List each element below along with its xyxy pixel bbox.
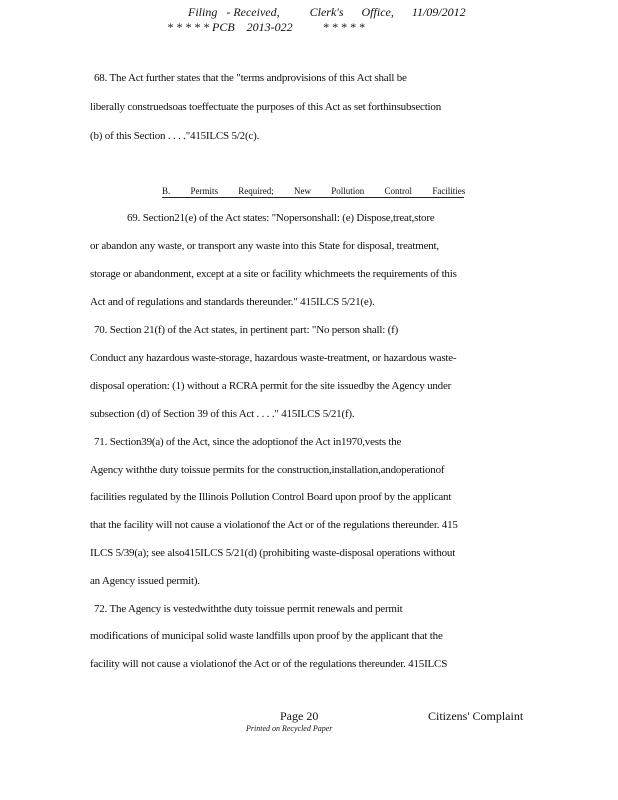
paragraph-72-line1: 72. The Agency is vestedwiththe duty toissue permit renewals and permit (94, 603, 403, 615)
paragraph-69-line4: Act and of regulations and standards thereunder." 415ILCS 5/21(e). (90, 296, 375, 308)
paragraph-71-line3: facilities regulated by the Illinois Pollution Control Board upon proof by the applicant (90, 491, 452, 503)
heading-word-6: Facilities (432, 186, 466, 196)
heading-word-3: New (294, 186, 312, 196)
heading-letter: B. (162, 186, 171, 196)
paragraph-72-line2: modifications of municipal solid waste landfills upon proof by the applicant that the (90, 630, 443, 642)
filing-header-line1: Filing - Received, Clerk's Office, 11/09/2012 (188, 5, 466, 19)
paragraph-71-line5: ILCS 5/39(a); see also415ILCS 5/21(d) (prohibiting waste-disposal operations without (90, 547, 456, 559)
paragraph-71-line1: 71. Section39(a) of the Act, since the adoptionof the Act in1970,vests the (94, 436, 402, 448)
paragraph-68-line1: 68. The Act further states that the "terms andprovisions of this Act shall be (94, 72, 407, 84)
paragraph-70-line3: disposal operation: (1) without a RCRA permit for the site issuedby the Agency under (90, 380, 452, 392)
paragraph-70-line1: 70. Section 21(f) of the Act states, in pertinent part: "No person shall: (f) (94, 324, 399, 336)
heading-word-4: Pollution (331, 186, 365, 196)
paragraph-69-line3: storage or abandonment, except at a site or facility whichmeets the requirements of this (90, 268, 457, 280)
paragraph-69-line2: or abandon any waste, or transport any waste into this State for disposal, treatment, (90, 240, 439, 252)
paragraph-68-line3: (b) of this Section . . . ."415ILCS 5/2(c). (90, 130, 260, 142)
footer-page-number: Page 20 (280, 709, 319, 723)
paragraph-68-line2: liberally construedsoas toeffectuate the purposes of this Act as set forthinsubsection (90, 101, 442, 113)
filing-header-line2: * * * * * PCB 2013-022 * * * * * (167, 20, 365, 34)
paragraph-70-line4: subsection (d) of Section 39 of this Act . . . ." 415ILCS 5/21(f). (90, 408, 355, 420)
paragraph-71-line2: Agency withthe duty toissue permits for the construction,installation,andoperationof (90, 464, 445, 476)
footer-document-title: Citizens' Complaint (428, 709, 524, 723)
footer-printed-note: Printed on Recycled Paper (246, 724, 333, 733)
section-heading (162, 186, 464, 198)
paragraph-70-line2: Conduct any hazardous waste-storage, hazardous waste-treatment, or hazardous waste- (90, 352, 457, 364)
paragraph-71-line4: that the facility will not cause a violationof the Act or of the regulations thereunder. 415 (90, 519, 458, 531)
paragraph-69-line1: 69. Section21(e) of the Act states: "Nopersonshall: (e) Dispose,treat,store (127, 212, 435, 224)
paragraph-72-line3: facility will not cause a violationof the Act or of the regulations thereunder. 415ILCS (90, 658, 448, 670)
paragraph-71-line6: an Agency issued permit). (90, 575, 200, 587)
heading-word-2: Required; (238, 186, 274, 196)
heading-word-1: Permits (190, 186, 219, 196)
heading-word-5: Control (384, 186, 413, 196)
